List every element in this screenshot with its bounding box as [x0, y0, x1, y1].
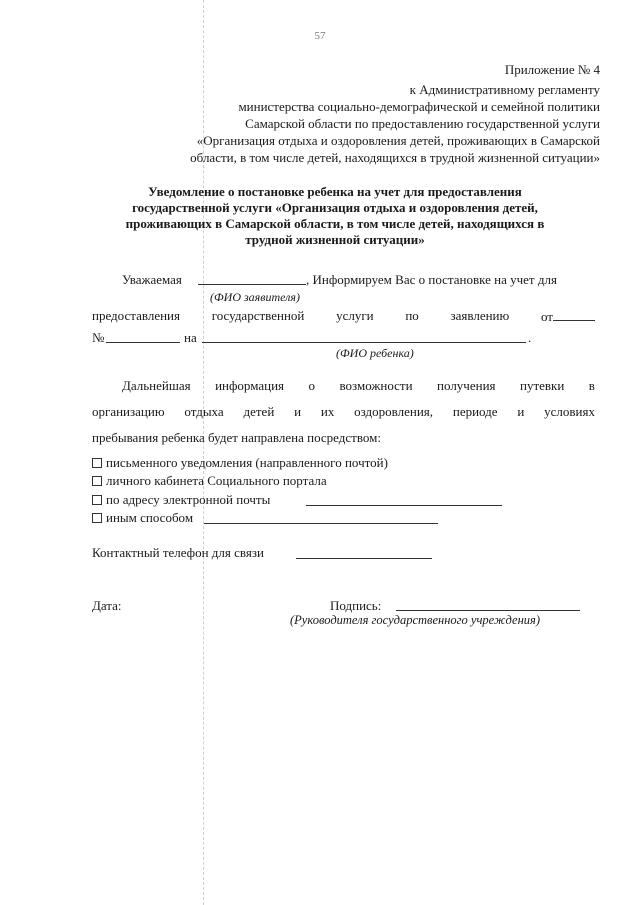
- option-label: личного кабинета Социального портала: [106, 473, 327, 488]
- signature-label: Подпись:: [330, 598, 382, 613]
- checkbox[interactable]: [92, 476, 102, 486]
- service-word: государственной: [211, 308, 305, 323]
- service-word: по: [405, 308, 419, 323]
- application-number-field[interactable]: [106, 330, 180, 343]
- paragraph-line-1: [122, 378, 595, 394]
- para-word: в: [588, 378, 595, 393]
- number-sign: №: [92, 330, 105, 345]
- greeting-text: Уважаемая: [122, 272, 182, 287]
- option-email[interactable]: [92, 492, 270, 508]
- title-line: проживающих в Самарской области, в том числе детей, находящихся в: [125, 216, 545, 231]
- option-postal[interactable]: [92, 455, 388, 471]
- para-word: организацию: [92, 404, 165, 419]
- para-word: путевки: [519, 378, 565, 393]
- para-word: получения: [437, 378, 496, 393]
- service-word: заявлению: [450, 308, 510, 323]
- para-word: периоде: [452, 404, 498, 419]
- para-word: условиях: [544, 404, 595, 419]
- service-word-ot: [541, 308, 595, 325]
- option-other[interactable]: [92, 510, 193, 526]
- para-word: их: [320, 404, 335, 419]
- checkbox[interactable]: [92, 458, 102, 468]
- option-label: письменного уведомления (направленного почтой): [106, 455, 388, 470]
- signature-caption: (Руководителя государственного учреждения): [290, 613, 540, 627]
- na-text: на: [184, 330, 197, 345]
- ot-text: от: [540, 309, 553, 324]
- checkbox[interactable]: [92, 495, 102, 505]
- signature-field[interactable]: [396, 598, 580, 611]
- para-word: и: [517, 404, 525, 419]
- document-title: [90, 184, 580, 248]
- applicant-name-field[interactable]: [198, 272, 306, 285]
- para-word: и: [294, 404, 302, 419]
- annex-line: «Организация отдыха и оздоровления детей, проживающих в Самарской: [196, 133, 600, 148]
- date-label: Дата:: [92, 598, 122, 613]
- page-number: 57: [314, 30, 326, 42]
- annex-line: Самарской области по предоставлению государственной услуги: [245, 116, 600, 131]
- para-word: о: [308, 378, 316, 393]
- title-line: государственной услуги «Организация отдыха и оздоровления детей,: [132, 200, 538, 215]
- child-name-field[interactable]: [202, 330, 526, 343]
- contact-label: Контактный телефон для связи: [92, 545, 264, 560]
- contact-phone-field[interactable]: [296, 546, 432, 559]
- title-line: Уведомление о постановке ребенка на учет для предоставления: [148, 184, 522, 199]
- annex-line: министерства социально-демографической и семейной политики: [238, 99, 600, 114]
- child-caption: (ФИО ребенка): [336, 346, 414, 360]
- para-word: возможности: [339, 378, 413, 393]
- annex-title: Приложение № 4: [504, 62, 600, 77]
- checkbox[interactable]: [92, 513, 102, 523]
- info-text: , Информируем Вас о постановке на учет для: [306, 272, 557, 287]
- paragraph-line-2: [92, 404, 595, 420]
- para-word: информация: [215, 378, 285, 393]
- application-date-field[interactable]: [553, 308, 595, 321]
- para-word: Дальнейшая: [122, 378, 191, 393]
- service-word: предоставления: [92, 308, 180, 323]
- para-word: детей: [243, 404, 275, 419]
- annex-line: области, в том числе детей, находящихся в трудной жизненной ситуации»: [190, 150, 600, 165]
- service-word: услуги: [336, 308, 374, 323]
- option-portal[interactable]: [92, 473, 327, 489]
- email-field[interactable]: [306, 493, 502, 506]
- option-label: иным способом: [106, 510, 194, 525]
- period-mark: .: [528, 330, 532, 345]
- para-word: отдыха: [184, 404, 224, 419]
- option-label: по адресу электронной почты: [106, 492, 271, 507]
- service-line: [92, 308, 595, 325]
- other-method-field[interactable]: [204, 511, 438, 524]
- paragraph-line-3: пребывания ребенка будет направлена посредством:: [92, 430, 381, 445]
- applicant-caption: (ФИО заявителя): [210, 290, 300, 304]
- annex-line: к Административному регламенту: [409, 82, 600, 97]
- para-word: оздоровления,: [354, 404, 434, 419]
- title-line: трудной жизненной ситуации»: [245, 232, 425, 247]
